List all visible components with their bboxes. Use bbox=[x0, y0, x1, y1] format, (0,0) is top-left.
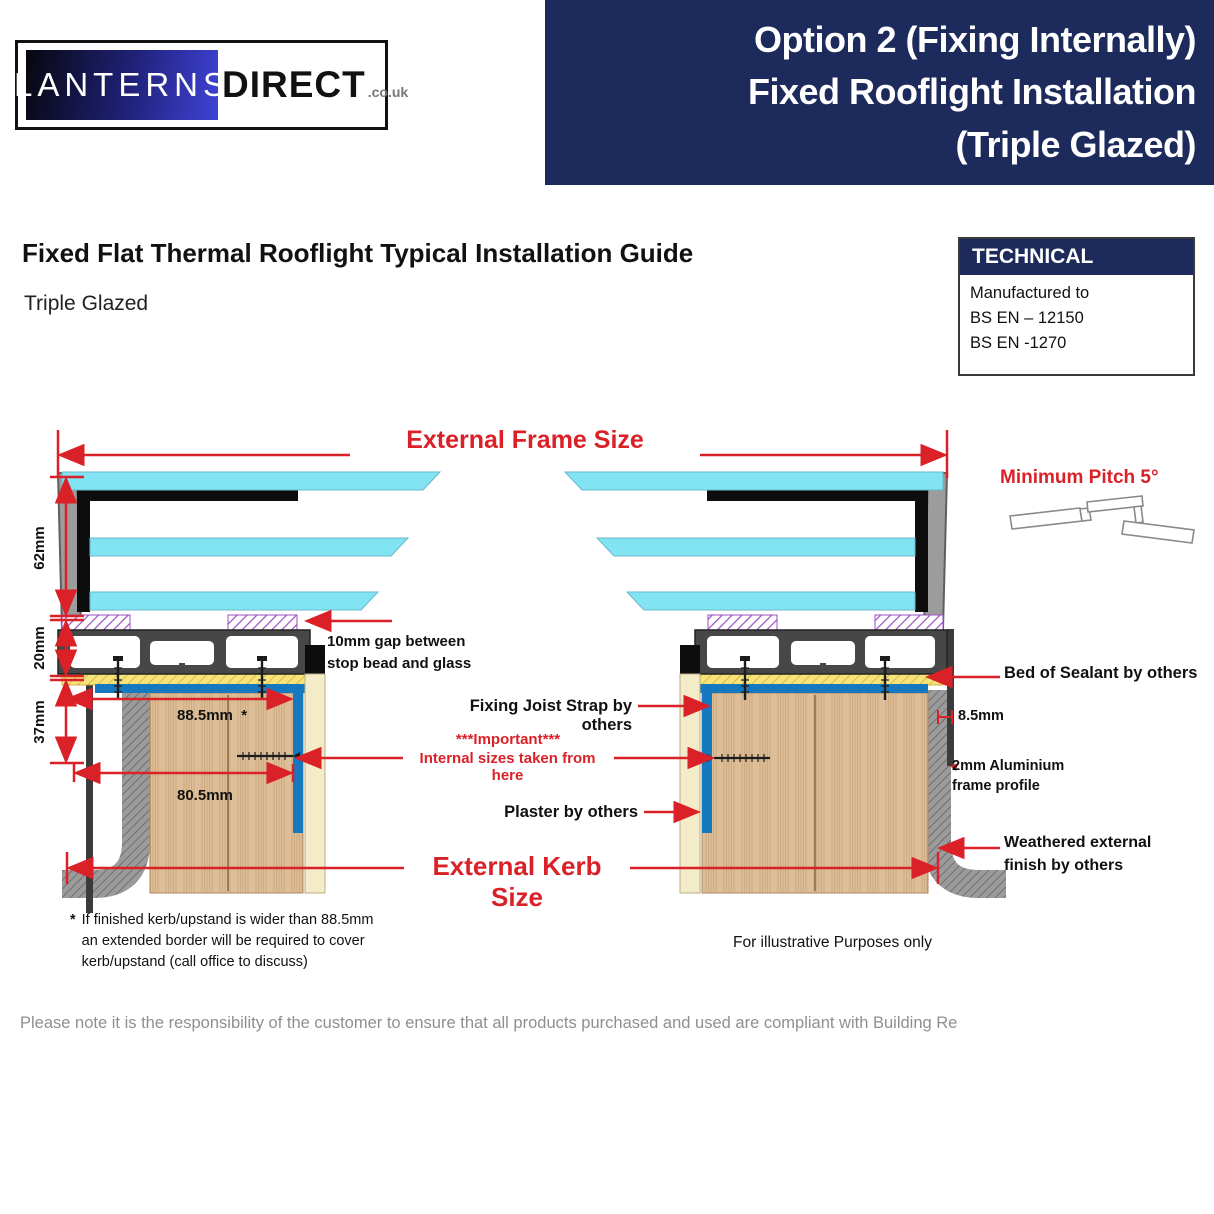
glass-pane-3-left bbox=[90, 592, 378, 610]
joist-strap-right-horizontal bbox=[695, 684, 928, 693]
gap-note-line-1: 10mm gap between bbox=[327, 633, 466, 650]
thermal-break-left-2 bbox=[228, 615, 297, 630]
external-kerb-size-label: External Kerb Size bbox=[406, 849, 628, 915]
technical-heading: TECHNICAL bbox=[960, 239, 1193, 275]
gap-note-line-2: stop bead and glass bbox=[327, 654, 472, 672]
aluminium-profile-line-2: frame profile bbox=[952, 778, 1040, 795]
aluminium-profile-label bbox=[952, 756, 1064, 797]
dimension-20mm-label: 20mm bbox=[31, 626, 48, 670]
dimension-62mm-label: 62mm bbox=[31, 526, 48, 570]
kerb-footnote bbox=[70, 910, 373, 973]
thermal-break-right-1 bbox=[875, 615, 943, 630]
edge-seal-right bbox=[915, 488, 928, 612]
technical-line-1: Manufactured to bbox=[970, 284, 1090, 302]
weathered-finish-label bbox=[1004, 831, 1151, 877]
stop-bead-left bbox=[305, 645, 325, 674]
footnote-line-1: If finished kerb/upstand is wider than 88.5mm bbox=[81, 912, 374, 928]
left-cross-section bbox=[58, 472, 440, 913]
sealant-bed-left bbox=[62, 674, 310, 685]
weathered-finish-line-2: finish by others bbox=[1004, 857, 1124, 875]
joist-strap-left-horizontal bbox=[95, 684, 310, 693]
aluminium-profile-line-1: 2mm Aluminium bbox=[952, 758, 1065, 774]
footnote-line-2: an extended border will be required to cover bbox=[81, 933, 365, 950]
footnote-line-3: kerb/upstand (call office to discuss) bbox=[81, 954, 308, 971]
weathered-finish-line-1: Weathered external bbox=[1004, 834, 1152, 851]
minimum-pitch-label: Minimum Pitch 5° bbox=[1000, 467, 1159, 488]
technical-line-3: BS EN -1270 bbox=[970, 333, 1067, 352]
page-subtitle: Triple Glazed bbox=[24, 292, 149, 315]
glass-spacer-right bbox=[707, 490, 915, 501]
banner-line-1: Option 2 (Fixing Internally) bbox=[753, 19, 1196, 61]
glass-pane-1-right bbox=[565, 472, 943, 490]
joist-strap-right-vertical bbox=[702, 693, 712, 833]
joist-strap-left-vertical bbox=[293, 693, 303, 833]
gap-note bbox=[327, 631, 471, 675]
minimum-pitch-sketch bbox=[1010, 496, 1194, 543]
edge-seal-left bbox=[77, 488, 90, 612]
aluminium-skirt-right bbox=[947, 629, 954, 766]
important-label: ***Important*** bbox=[455, 731, 561, 748]
dimension-37mm-label: 37mm bbox=[31, 700, 48, 744]
dimension-88-5mm-label: 88.5mm * bbox=[177, 707, 248, 724]
banner-line-2: Fixed Rooflight Installation bbox=[748, 71, 1196, 113]
internal-sizes-label: Internal sizes taken from here bbox=[419, 750, 596, 784]
external-frame-size-label: External Frame Size bbox=[350, 426, 700, 458]
technical-line-2: BS EN – 12150 bbox=[970, 308, 1084, 327]
dimension-8-5mm-label: 8.5mm bbox=[958, 708, 1004, 724]
footer-disclaimer: Please note it is the responsibility of the customer to ensure that all products purchased and used are compliant with Building Re bbox=[20, 1014, 958, 1032]
illustrative-purposes-label: For illustrative Purposes only bbox=[733, 934, 932, 951]
weathered-finish-left bbox=[62, 690, 136, 884]
footnote-text bbox=[82, 910, 374, 973]
dimension-80-5mm-label: 80.5mm bbox=[177, 787, 233, 804]
logo-text-couk: .co.uk bbox=[367, 84, 409, 100]
sealant-bed-right bbox=[695, 674, 943, 685]
logo-text-direct: DIRECT bbox=[222, 64, 366, 105]
fixing-joist-strap-label: Fixing Joist Strap by others bbox=[469, 697, 632, 734]
stop-bead-right bbox=[680, 645, 700, 674]
thermal-break-right-2 bbox=[708, 615, 777, 630]
glass-pane-2-left bbox=[90, 538, 408, 556]
glass-pane-1-left bbox=[62, 472, 440, 490]
logo-text-lanterns: LANTERNS bbox=[13, 66, 231, 103]
banner-line-3: (Triple Glazed) bbox=[955, 123, 1196, 165]
right-cross-section bbox=[565, 472, 1006, 893]
plaster-label: Plaster by others bbox=[504, 803, 638, 821]
footnote-asterisk: * bbox=[70, 912, 76, 928]
plasterboard-left bbox=[305, 674, 325, 893]
glass-spacer-left bbox=[90, 490, 298, 501]
glass-pane-2-right bbox=[597, 538, 915, 556]
page-title: Fixed Flat Thermal Rooflight Typical Installation Guide bbox=[22, 238, 694, 268]
bed-of-sealant-label: Bed of Sealant by others bbox=[1004, 664, 1198, 682]
glass-pane-3-right bbox=[627, 592, 915, 610]
